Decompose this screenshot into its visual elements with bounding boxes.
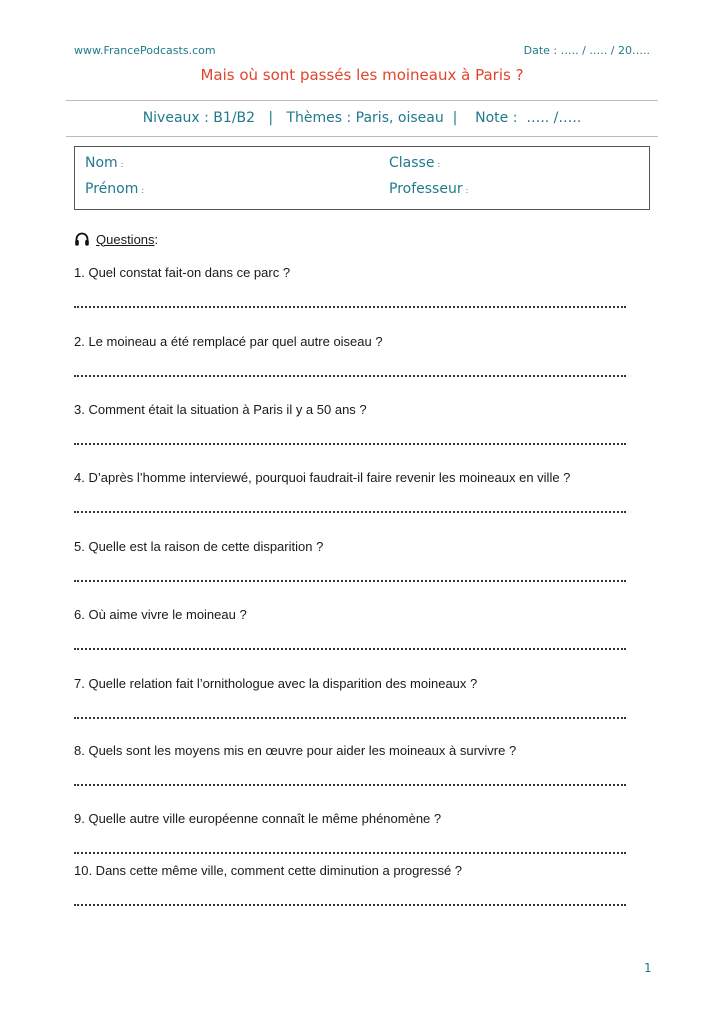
question-3: 3. Comment était la situation à Paris il y a 50 ans ? [74,402,367,417]
answer-line-7[interactable] [74,717,626,719]
nom-colon: : [120,160,124,169]
prenom-label: Prénom [85,181,139,197]
answer-line-3[interactable] [74,443,626,445]
answer-line-8[interactable] [74,784,626,786]
nom-label: Nom [85,155,118,171]
questions-heading [74,231,158,247]
divider-bottom [66,136,658,137]
answer-line-1[interactable] [74,306,626,308]
questions-label: Questions [96,231,155,247]
answer-line-6[interactable] [74,648,626,650]
question-6: 6. Où aime vivre le moineau ? [74,607,247,622]
prenom-colon: : [141,186,145,195]
nom-field [85,155,123,171]
classe-label: Classe [389,155,435,171]
prenom-field [85,181,144,197]
question-1: 1. Quel constat fait-on dans ce parc ? [74,265,291,280]
date-field: Date : ….. / ….. / 20….. [523,44,650,57]
page-title: Mais où sont passés les moineaux à Paris ? [200,66,524,84]
question-10: 10. Dans cette même ville, comment cette diminution a progressé ? [74,863,463,878]
divider-top [66,100,658,101]
questions-suffix: : [154,231,159,247]
answer-line-10[interactable] [74,904,626,906]
level-theme-note-line: Niveaux : B1/B2 | Thèmes : Paris, oiseau | Note : ….. /….. [142,110,582,126]
professeur-colon: : [465,186,469,195]
classe-colon: : [437,160,441,169]
question-5: 5. Quelle est la raison de cette disparition ? [74,539,324,554]
student-info-box [74,146,650,210]
answer-line-9[interactable] [74,852,626,854]
answer-line-5[interactable] [74,580,626,582]
site-url: www.FrancePodcasts.com [74,44,216,57]
answer-line-4[interactable] [74,511,626,513]
question-2: 2. Le moineau a été remplacé par quel autre oiseau ? [74,334,383,349]
professeur-field [389,181,468,197]
professeur-label: Professeur [389,181,463,197]
question-4: 4. D’après l’homme interviewé, pourquoi faudrait-il faire revenir les moineaux en ville ? [74,470,571,485]
answer-line-2[interactable] [74,375,626,377]
question-7: 7. Quelle relation fait l’ornithologue avec la disparition des moineaux ? [74,676,478,691]
question-9: 9. Quelle autre ville européenne connaît le même phénomène ? [74,811,442,826]
page-number: 1 [644,961,652,975]
classe-field [389,155,440,171]
headphones-icon [74,231,90,247]
question-8: 8. Quels sont les moyens mis en œuvre pour aider les moineaux à survivre ? [74,743,517,758]
